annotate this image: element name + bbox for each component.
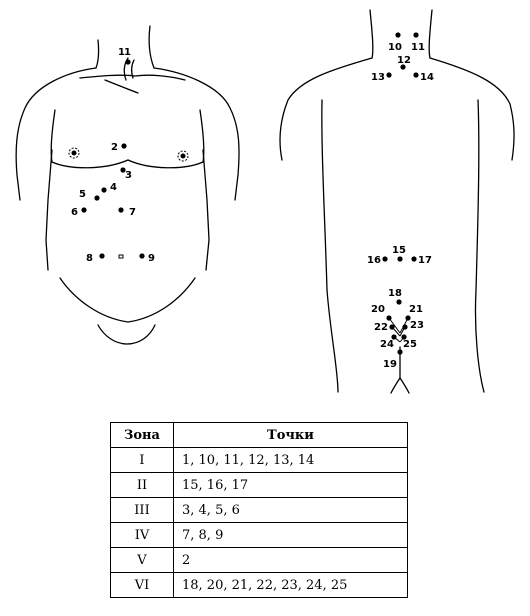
point-dot — [382, 256, 387, 261]
points-cell: 18, 20, 21, 22, 23, 24, 25 — [174, 573, 408, 598]
point-dot — [81, 207, 86, 212]
points-cell: 15, 16, 17 — [174, 473, 408, 498]
point-dot — [386, 72, 391, 77]
point-label: 7 — [129, 207, 136, 218]
table-row — [111, 573, 408, 598]
navel-marker — [119, 255, 123, 258]
point-label: 13 — [371, 72, 385, 83]
points-cell: 7, 8, 9 — [174, 523, 408, 548]
point-dot — [397, 256, 402, 261]
zone-cell: VI — [111, 573, 174, 598]
point-label: 8 — [86, 253, 93, 264]
point-label: 17 — [418, 255, 432, 266]
point-label: 19 — [383, 359, 397, 370]
point-dot — [121, 143, 126, 148]
back-torso-outline — [280, 10, 514, 393]
point-label: 11 — [411, 42, 425, 53]
table-row — [111, 548, 408, 573]
zone-cell: III — [111, 498, 174, 523]
zone-cell: V — [111, 548, 174, 573]
table-row — [111, 448, 408, 473]
point-label: 18 — [388, 288, 402, 299]
point-dot — [94, 195, 99, 200]
point-label: 4 — [110, 182, 117, 193]
front-torso-outline — [16, 26, 239, 344]
point-label: 21 — [409, 304, 423, 315]
point-label: 20 — [371, 304, 385, 315]
point-label: 2 — [111, 142, 118, 153]
point-label: 14 — [420, 72, 434, 83]
table-row — [111, 473, 408, 498]
point-label: 3 — [125, 170, 132, 181]
point-dot — [413, 32, 418, 37]
zone-cell: II — [111, 473, 174, 498]
point-label: 22 — [374, 322, 388, 333]
point-dot — [397, 349, 402, 354]
point-label: 23 — [410, 320, 424, 331]
point-dot — [413, 72, 418, 77]
point-dot — [411, 256, 416, 261]
table-row — [111, 498, 408, 523]
points-cell: 3, 4, 5, 6 — [174, 498, 408, 523]
header-zone: Зона — [111, 423, 174, 448]
point-dot — [395, 32, 400, 37]
point-label: 5 — [79, 189, 86, 200]
point-dot — [99, 253, 104, 258]
point-dot — [396, 299, 401, 304]
point-dot — [125, 59, 130, 64]
point-dot — [139, 253, 144, 258]
zone-cell: I — [111, 448, 174, 473]
point-dot — [389, 324, 394, 329]
point-dot — [386, 315, 391, 320]
point-label: 16 — [367, 255, 381, 266]
point-label: 9 — [148, 253, 155, 264]
point-label: 1 — [118, 47, 125, 58]
points-cell: 1, 10, 11, 12, 13, 14 — [174, 448, 408, 473]
table-row — [111, 523, 408, 548]
point-dot — [402, 324, 407, 329]
front-nipple-markers — [69, 148, 188, 161]
point-dot — [118, 207, 123, 212]
point-label: 1 — [124, 47, 131, 58]
point-dot — [101, 187, 106, 192]
point-label: 15 — [392, 245, 406, 256]
header-points: Точки — [174, 423, 408, 448]
point-label: 10 — [388, 42, 402, 53]
zones-table — [110, 422, 408, 598]
zone-cell: IV — [111, 523, 174, 548]
point-label: 6 — [71, 207, 78, 218]
acupoints — [71, 32, 434, 370]
point-label: 12 — [397, 55, 411, 66]
table-header-row — [111, 423, 408, 448]
point-label: 25 — [403, 339, 417, 350]
point-label: 24 — [380, 339, 394, 350]
points-cell: 2 — [174, 548, 408, 573]
